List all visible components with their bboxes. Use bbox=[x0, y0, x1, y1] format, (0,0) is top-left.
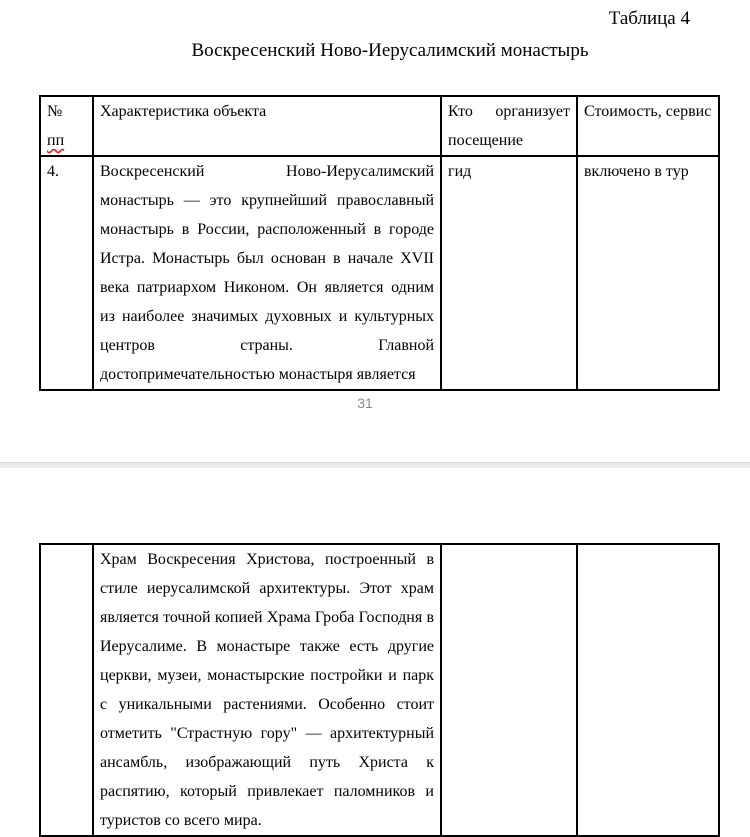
monastery-table-continued bbox=[39, 543, 720, 837]
header-number-symbol: № bbox=[47, 103, 63, 120]
header-organizer: Кто организует посещение bbox=[441, 96, 577, 156]
document-title: Воскресенский Ново-Иерусалимский монастырь bbox=[191, 40, 589, 61]
header-number bbox=[40, 96, 93, 156]
row-cost bbox=[577, 544, 719, 836]
row-description: Храм Воскресения Христова, построенный в стиле иерусалимской архитектуры. Этот храм является точной копией Храма Гроба Господня в Иерусалиме. В монастыре также есть другие церкви, музеи, монастырские постройки и парк с уникальными растениями. Особенно стоит отметить "Страстную гору" — архитектурный ансамбль, изображающий путь Христа к распятию, который привлекает паломников и туристов со всего мира. bbox=[93, 544, 441, 836]
row-cost: включено в тур bbox=[577, 156, 719, 390]
row-number: 4. bbox=[40, 156, 93, 390]
table-row bbox=[40, 544, 719, 836]
table-row bbox=[40, 156, 719, 390]
header-number-abbr: пп bbox=[47, 132, 65, 149]
row-organizer bbox=[441, 544, 577, 836]
page-number: 31 bbox=[357, 395, 373, 411]
header-cost: Стоимость, сервис bbox=[577, 96, 719, 156]
row-description: Воскресенский Ново-Иерусалимский монастырь — это крупнейший православный монастырь в России, расположенный в городе Истра. Монастырь был основан в начале XVII века патриархом Никоном. Он является одним из наиболее значимых духовных и культурных центров страны. Главной достопримечательностью монастыря является bbox=[93, 156, 441, 390]
document-page-2 bbox=[0, 468, 750, 834]
row-organizer: гид bbox=[441, 156, 577, 390]
table-header-row bbox=[40, 96, 719, 156]
row-number bbox=[40, 544, 93, 836]
monastery-table bbox=[39, 95, 720, 391]
table-label: Таблица 4 bbox=[608, 8, 690, 29]
header-characteristic: Характеристика объекта bbox=[93, 96, 441, 156]
